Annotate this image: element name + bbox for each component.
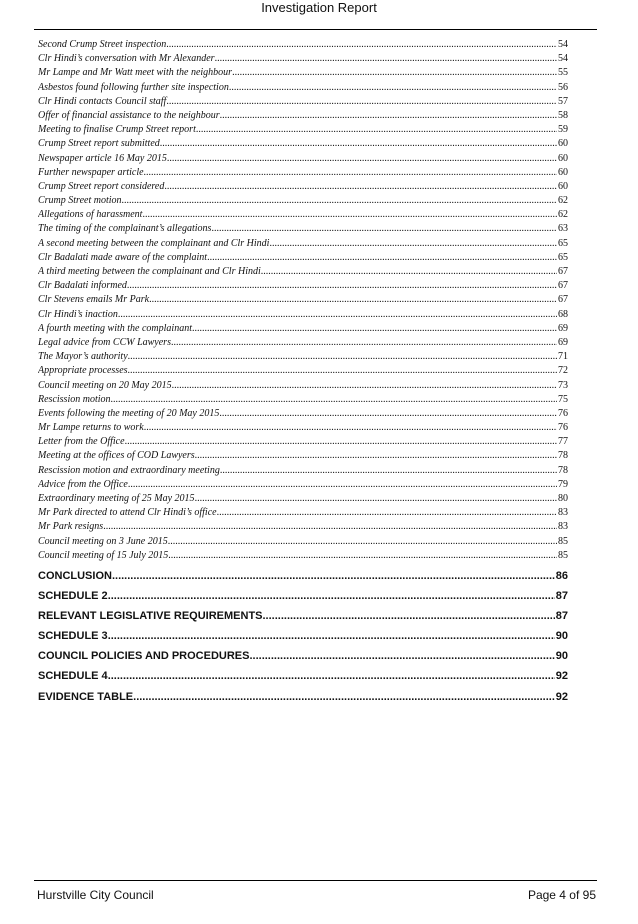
- toc-section-link[interactable]: [38, 666, 568, 686]
- toc-entry-link[interactable]: [38, 279, 568, 293]
- toc-entry-title: SCHEDULE 3: [38, 630, 108, 643]
- toc-entry-title: Advice from the Office: [38, 478, 128, 490]
- toc-entry-page: 83: [558, 521, 568, 533]
- toc-entry-title: EVIDENCE TABLE: [38, 690, 134, 703]
- toc-entry-link[interactable]: [38, 194, 568, 208]
- toc-entry-page: 67: [558, 280, 568, 292]
- toc-entry-link[interactable]: [38, 137, 568, 151]
- toc-entry-link[interactable]: [38, 421, 568, 435]
- toc-dot-leader: [207, 251, 557, 265]
- toc-entry-link[interactable]: [38, 166, 568, 180]
- toc-entry-link[interactable]: [38, 449, 568, 463]
- toc-subentries: [38, 38, 568, 563]
- toc-entry-title: Asbestos found following further site inspection: [38, 81, 229, 93]
- toc-entry-link[interactable]: [38, 52, 568, 66]
- toc-entry-page: 86: [555, 569, 568, 582]
- toc-dot-leader: [195, 449, 557, 463]
- toc-entry-title: Clr Badalati informed: [38, 280, 127, 292]
- toc-dot-leader: [128, 350, 557, 364]
- toc-entry-title: Crump Street motion: [38, 195, 122, 207]
- toc-entry-page: 75: [558, 393, 568, 405]
- toc-dot-leader: [220, 464, 557, 478]
- toc-entry-title: Newspaper article 16 May 2015: [38, 152, 167, 164]
- toc-dot-leader: [166, 95, 557, 109]
- toc-entry-page: 59: [558, 124, 568, 136]
- toc-dot-leader: [220, 109, 557, 123]
- toc-entry-link[interactable]: [38, 180, 568, 194]
- toc-entry-page: 71: [558, 351, 568, 363]
- toc-entry-title: Council meeting on 3 June 2015: [38, 535, 168, 547]
- toc-entry-title: Clr Stevens emails Mr Park: [38, 294, 150, 306]
- toc-entry-page: 67: [558, 294, 568, 306]
- toc-entry-link[interactable]: [38, 350, 568, 364]
- toc-entry-page: 76: [558, 422, 568, 434]
- toc-entry-link[interactable]: [38, 208, 568, 222]
- toc-entry-link[interactable]: [38, 520, 568, 534]
- toc-entry-page: 62: [558, 195, 568, 207]
- toc-entry-link[interactable]: [38, 265, 568, 279]
- toc-dot-leader: [261, 265, 557, 279]
- toc-entry-link[interactable]: [38, 322, 568, 336]
- toc-dot-leader: [217, 506, 557, 520]
- toc-sections: [38, 566, 568, 707]
- toc-entry-page: 92: [555, 670, 568, 683]
- toc-entry-page: 87: [555, 590, 568, 603]
- toc-entry-title: Clr Hindi contacts Council staff: [38, 95, 167, 107]
- toc-entry-page: 67: [558, 266, 568, 277]
- toc-dot-leader: [111, 393, 558, 407]
- toc-entry-title: A second meeting between the complainant and Clr Hindi: [38, 237, 270, 249]
- toc-entry-title: Events following the meeting of 20 May 2015: [38, 407, 220, 419]
- toc-dot-leader: [108, 586, 555, 606]
- toc-entry-page: 83: [558, 507, 568, 519]
- toc-entry-link[interactable]: [38, 308, 568, 322]
- toc-dot-leader: [168, 549, 557, 563]
- toc-entry-page: 73: [558, 379, 568, 391]
- toc-entry-title: Legal advice from CCW Lawyers: [38, 336, 171, 348]
- toc-entry-title: SCHEDULE 4: [38, 670, 108, 683]
- toc-dot-leader: [196, 123, 557, 137]
- toc-entry-link[interactable]: [38, 237, 568, 251]
- toc-entry-page: 60: [558, 180, 568, 192]
- toc-section-link[interactable]: [38, 606, 568, 626]
- toc-entry-title: Clr Hindi’s conversation with Mr Alexander: [38, 53, 215, 65]
- toc-dot-leader: [103, 520, 557, 534]
- toc-entry-page: 65: [558, 237, 568, 249]
- toc-entry-page: 60: [558, 138, 568, 150]
- toc-entry-title: RELEVANT LEGISLATIVE REQUIREMENTS: [38, 610, 263, 623]
- toc-dot-leader: [125, 435, 557, 449]
- toc-entry-link[interactable]: [38, 393, 568, 407]
- toc-dot-leader: [164, 180, 557, 194]
- toc-section-link[interactable]: [38, 646, 568, 666]
- toc-entry-link[interactable]: [38, 38, 568, 52]
- toc-entry-page: 69: [558, 336, 568, 348]
- table-of-contents: [38, 38, 568, 707]
- toc-section-link[interactable]: [38, 687, 568, 707]
- toc-entry-page: 60: [558, 152, 568, 164]
- toc-entry-page: 54: [558, 53, 568, 65]
- toc-entry-title: Mr Park resigns: [38, 521, 104, 533]
- toc-entry-title: The timing of the complainant’s allegations: [38, 223, 212, 235]
- toc-dot-leader: [112, 566, 555, 586]
- toc-dot-leader: [108, 626, 555, 646]
- toc-dot-leader: [128, 478, 557, 492]
- toc-section-link[interactable]: [38, 566, 568, 586]
- toc-entry-title: Further newspaper article: [38, 166, 144, 178]
- toc-entry-page: 78: [558, 464, 568, 476]
- toc-entry-title: Crump Street report submitted: [38, 138, 160, 150]
- toc-entry-page: 55: [558, 67, 568, 79]
- toc-entry-page: 76: [558, 407, 568, 419]
- toc-entry-title: Mr Park directed to attend Clr Hindi’s office: [38, 507, 217, 519]
- toc-dot-leader: [122, 194, 557, 208]
- toc-entry-title: A fourth meeting with the complainant: [38, 322, 192, 334]
- toc-entry-title: Meeting to finalise Crump Street report: [38, 124, 196, 136]
- toc-section-link[interactable]: [38, 586, 568, 606]
- toc-entry-title: Second Crump Street inspection: [38, 39, 167, 50]
- toc-entry-title: SCHEDULE 2: [38, 590, 108, 603]
- toc-dot-leader: [133, 687, 555, 707]
- toc-entry-page: 57: [558, 95, 568, 107]
- toc-entry-page: 60: [558, 166, 568, 178]
- toc-entry-title: Extraordinary meeting of 25 May 2015: [38, 493, 195, 504]
- toc-entry-link[interactable]: [38, 407, 568, 421]
- toc-dot-leader: [249, 646, 554, 666]
- toc-entry-link[interactable]: [38, 152, 568, 166]
- toc-dot-leader: [215, 52, 557, 66]
- toc-entry-title: Appropriate processes: [38, 365, 128, 377]
- toc-dot-leader: [127, 279, 557, 293]
- toc-dot-leader: [160, 137, 557, 151]
- toc-entry-link[interactable]: [38, 492, 568, 506]
- toc-entry-page: 54: [558, 39, 568, 50]
- toc-entry-link[interactable]: [38, 293, 568, 307]
- toc-entry-title: Allegations of harassment: [38, 209, 143, 221]
- toc-entry-link[interactable]: [38, 95, 568, 109]
- toc-entry-link[interactable]: [38, 549, 568, 563]
- toc-dot-leader: [167, 152, 557, 166]
- toc-entry-page: 85: [558, 549, 568, 561]
- toc-entry-page: 72: [558, 365, 568, 377]
- toc-entry-page: 90: [555, 650, 568, 663]
- toc-entry-title: Letter from the Office: [38, 436, 125, 448]
- toc-dot-leader: [269, 237, 557, 251]
- toc-entry-link[interactable]: [38, 364, 568, 378]
- toc-entry-page: 69: [558, 322, 568, 334]
- toc-entry-title: Council meeting of 15 July 2015: [38, 549, 169, 561]
- toc-entry-page: 63: [558, 223, 568, 235]
- toc-entry-title: Mr Lampe and Mr Watt meet with the neighbour: [38, 67, 233, 79]
- toc-entry-page: 80: [558, 493, 568, 504]
- toc-dot-leader: [211, 222, 557, 236]
- toc-entry-title: COUNCIL POLICIES AND PROCEDURES: [38, 650, 250, 663]
- toc-dot-leader: [118, 308, 557, 322]
- toc-dot-leader: [128, 364, 557, 378]
- toc-entry-title: Clr Badalati made aware of the complaint: [38, 251, 208, 263]
- toc-dot-leader: [192, 322, 557, 336]
- toc-dot-leader: [172, 379, 557, 393]
- toc-dot-leader: [229, 81, 557, 95]
- toc-entry-page: 68: [558, 308, 568, 320]
- toc-dot-leader: [171, 336, 557, 350]
- toc-entry-page: 85: [558, 535, 568, 547]
- toc-dot-leader: [144, 421, 557, 435]
- toc-entry-page: 79: [558, 478, 568, 490]
- footer-organisation: Hurstville City Council: [37, 888, 154, 902]
- toc-entry-link[interactable]: [38, 379, 568, 393]
- toc-section-link[interactable]: [38, 626, 568, 646]
- toc-entry-title: Rescission motion and extraordinary meeting: [38, 464, 220, 476]
- footer-rule: [34, 880, 597, 881]
- toc-entry-page: 78: [558, 450, 568, 462]
- toc-entry-page: 62: [558, 209, 568, 221]
- toc-entry-page: 56: [558, 81, 568, 93]
- toc-entry-title: Rescission motion: [38, 393, 111, 405]
- toc-entry-title: Mr Lampe returns to work: [38, 422, 144, 434]
- footer-page-number: Page 4 of 95: [527, 888, 596, 902]
- toc-dot-leader: [232, 66, 557, 80]
- header-rule: [34, 29, 597, 30]
- toc-dot-leader: [195, 492, 557, 506]
- toc-entry-link[interactable]: [38, 251, 568, 265]
- toc-entry-link[interactable]: [38, 435, 568, 449]
- toc-dot-leader: [144, 166, 557, 180]
- toc-dot-leader: [219, 407, 557, 421]
- toc-entry-link[interactable]: [38, 109, 568, 123]
- toc-dot-leader: [108, 666, 555, 686]
- toc-entry-link[interactable]: [38, 535, 568, 549]
- toc-entry-link[interactable]: [38, 478, 568, 492]
- toc-entry-title: CONCLUSION: [38, 569, 112, 582]
- toc-entry-title: Meeting at the offices of COD Lawyers: [38, 450, 195, 462]
- toc-dot-leader: [166, 38, 557, 52]
- toc-entry-link[interactable]: [38, 66, 568, 80]
- toc-dot-leader: [142, 208, 557, 222]
- toc-entry-link[interactable]: [38, 336, 568, 350]
- toc-dot-leader: [149, 293, 557, 307]
- toc-dot-leader: [168, 535, 557, 549]
- page-header-title: Investigation Report: [261, 0, 377, 15]
- toc-entry-title: Council meeting on 20 May 2015: [38, 379, 172, 391]
- toc-entry-page: 77: [558, 436, 568, 448]
- toc-entry-title: A third meeting between the complainant and Clr Hindi: [38, 266, 261, 277]
- toc-dot-leader: [263, 606, 555, 626]
- toc-entry-title: Crump Street report considered: [38, 180, 165, 192]
- toc-entry-title: Clr Hindi’s inaction: [38, 308, 118, 320]
- toc-entry-title: The Mayor’s authority: [38, 351, 128, 363]
- toc-entry-link[interactable]: [38, 506, 568, 520]
- toc-entry-page: 58: [558, 109, 568, 121]
- toc-entry-title: Offer of financial assistance to the neighbour: [38, 109, 220, 121]
- toc-entry-page: 90: [555, 630, 568, 643]
- toc-entry-page: 87: [555, 610, 568, 623]
- toc-entry-link[interactable]: [38, 123, 568, 137]
- toc-entry-link[interactable]: [38, 222, 568, 236]
- toc-entry-link[interactable]: [38, 464, 568, 478]
- toc-entry-page: 65: [558, 251, 568, 263]
- toc-entry-page: 92: [555, 690, 568, 703]
- toc-entry-link[interactable]: [38, 81, 568, 95]
